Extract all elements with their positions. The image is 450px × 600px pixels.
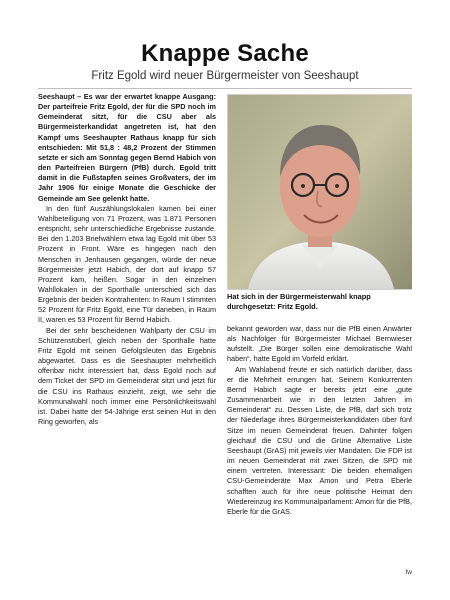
subheadline: Fritz Egold wird neuer Bürgermeister von Seeshaupt bbox=[91, 70, 359, 82]
lead-paragraph: Seeshaupt – Es war der erwartet knappe Ausgang: Der parteifreie Fritz Egold, der für die SPD noch im Gemeinderat sitzt, für die CSU aber als Bürgermeisterkandidat angetreten ist, hat den Kampf ums Seeshaupter Rathaus knapp für sich entschieden: Mit 51,8 : 48,2 Prozent der Stimmen setzte er sich am Sonntag gegen Bernd Habich von den Parteifreien Bürgern (PfB) durch. Egold tritt damit in die Fußstapfen seines Großvaters, der im Jahr 1906 für einige Monate die Geschicke der Gemeinde am See gelenkt hatte. bbox=[38, 92, 216, 203]
body-paragraph: Bei der sehr bescheidenen Wahlparty der CSU im Schützenstüberl, gleich neben der Sporthalle hatte Fritz Egold mit seinen Gefolgsleuten das Ergebnis abgewartet. Dass es die Seeshaupter mehrheitlich offenbar nicht interessiert hat, dass Egold noch auf dem Ticket der SPD im Gemeinderat sitzt und jetzt für die CSU ins Rathaus einzieht, zeigt, wie sehr die Kommunalwahl noch immer eine Persönlichkeitswahl ist. Dabei hatte der 54-Jährige erst seinen Hut in den Ring geworfen, als bbox=[38, 325, 216, 426]
body-paragraph: bekannt geworden war, dass nur die PfB einen Anwärter als Nachfolger für Bürgermeister Michael Bernwieser aufstellt. „Die Bürger sollen eine demokratische Wahl haben“, hatte Egold im Vorfeld erklärt. bbox=[227, 324, 412, 364]
author-signature: fw bbox=[405, 569, 412, 576]
newspaper-article bbox=[38, 34, 412, 582]
divider bbox=[38, 88, 412, 89]
text-column-left bbox=[38, 92, 216, 582]
portrait-illustration bbox=[228, 95, 412, 289]
headline: Knappe Sache bbox=[141, 40, 309, 67]
photo-caption: Hat sich in der Bürgermeisterwahl knapp durchgesetzt: Fritz Egold. bbox=[227, 292, 371, 311]
text-column-right bbox=[227, 324, 412, 582]
body-paragraph: In den fünf Auszählungslokalen kamen bei einer Wahlbeteiligung von 71 Prozent, was 1.871 Personen entspricht, sehr unterschiedliche Ergebnisse zustande. Bei den 1.203 Briefwählern etwa lag Egold mit über 53 Prozent in Front. Wäre es hingegen nach den Menschen in Jenhausen gegangen, würde der neue Bürgermeister jetzt Habich, der dort auf knapp 57 Prozent kam, heißen. Sogar in den einzelnen Wahllokalen in der Sporthalle unterschied sich das Ergebnis der beiden Kontrahenten: In Raum I stimmten 52 Prozent für Fritz Egold, eine Tür daneben, in Raum II, waren es 53 Prozent für Bernd Habich. bbox=[38, 203, 216, 325]
body-paragraph: Am Wahlabend freute er sich natürlich darüber, dass er die Mehrheit errungen hat. Seinem Konkurrenten Bernd Habich sagte er bereits jetzt eine „gute Zusammenarbeit wie in den letzten Jahren im Gemeinderat“ zu. Dessen Liste, die PfB, darf sich trotz der Niederlage ihres Bürgermeisterkandidaten über fünf Sitze im neuen Gemeinderat freuen. Dahinter folgen gleichauf die CSU und die Grüne Alternative Liste Seeshaupt (GrAS) mit jeweils vier Mandaten. Die FDP ist im neuen Gemeinderat mit zwei Sitzen, die SPD mit einem vertreten. Interessant: Die beiden ehemaligen CSU-Gemeinderäte Max Amon und Petra Eberle schafften auch für ihre neue politische Heimat den Wiedereinzug ins Kommunalparlament: Amon für die PfB, Eberle für die GrAS. bbox=[227, 364, 412, 516]
portrait-photo bbox=[227, 94, 412, 290]
